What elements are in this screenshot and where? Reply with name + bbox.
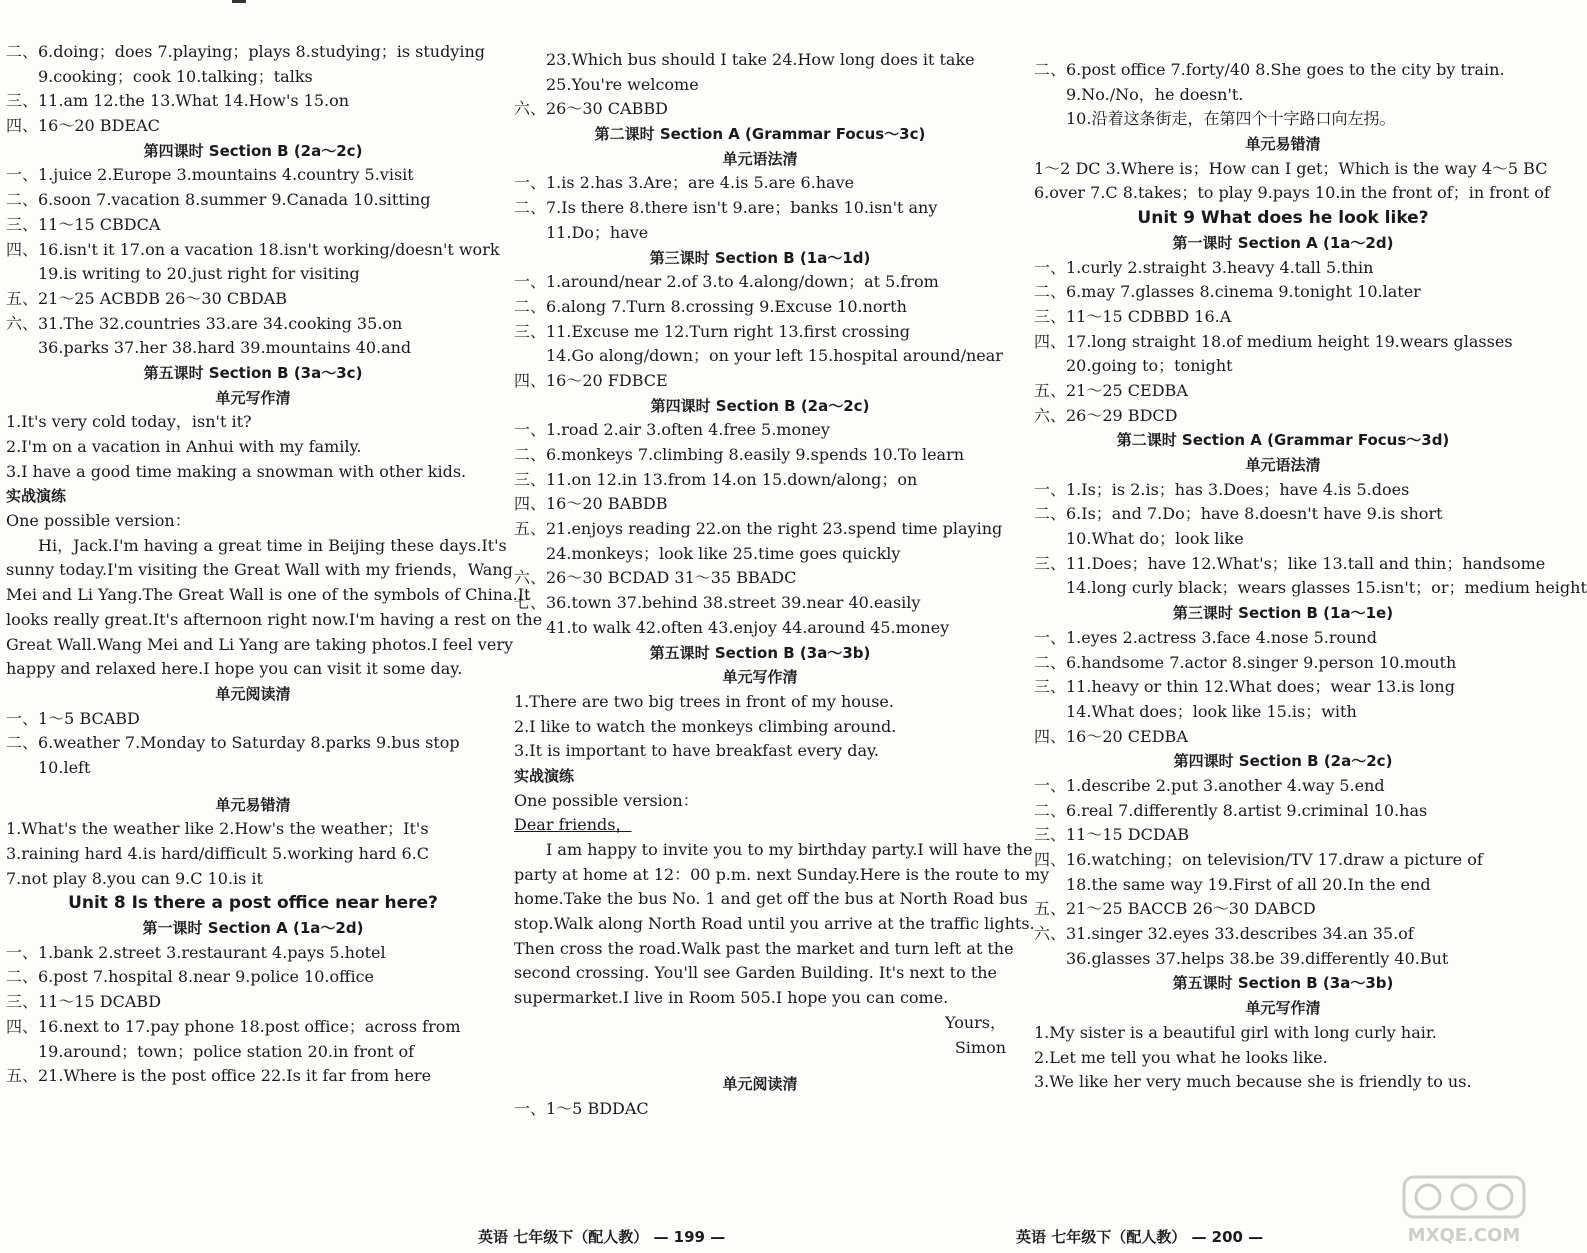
answer-line: 二、6.may 7.glasses 8.cinema 9.tonight 10.later: [1034, 282, 1421, 302]
answer-line: 14.long curly black；wears glasses 15.isn't；or；medium height: [1066, 578, 1587, 598]
answer-line: 二、6.Is；and 7.Do；have 8.doesn't have 9.is short: [1034, 504, 1443, 524]
section-heading: 第一课时 Section A (1a～2d): [142, 919, 364, 938]
answer-line: 一、1.bank 2.street 3.restaurant 4.pays 5.hotel: [6, 942, 386, 962]
answer-line: 10.What do；look like: [1066, 529, 1244, 549]
answer-line: Great Wall.Wang Mei and Li Yang are taking photos.I feel very: [6, 634, 513, 654]
answer-line: 6.over 7.C 8.takes；to play 9.pays 10.in the front of；in front of: [1034, 183, 1550, 203]
answer-line: 11.Do；have: [546, 222, 649, 242]
answer-line: Hi，Jack.I'm having a great time in Beijing these days.It's: [38, 535, 507, 555]
answer-column-middle: [514, 48, 1050, 1122]
answer-line: 六、31.The 32.countries 33.are 34.cooking 35.on: [6, 313, 403, 333]
answer-line: 3.I have a good time making a snowman with other kids.: [6, 461, 467, 481]
answer-line: 23.Which bus should I take 24.How long does it take: [546, 50, 975, 69]
answer-line: 10.沿着这条街走，在第四个十字路口向左拐。: [1066, 109, 1396, 129]
answer-line: 二、6.soon 7.vacation 8.summer 9.Canada 10.sitting: [6, 190, 431, 210]
section-heading: 第四课时 Section B (2a～2c): [143, 141, 363, 160]
answer-line: 六、26～30 CABBD: [514, 99, 668, 119]
answer-line: 三、11.am 12.the 13.What 14.How's 15.on: [6, 91, 350, 111]
answer-line: party at home at 12：00 p.m. next Sunday.Here is the route to my: [514, 864, 1050, 884]
answer-line: 四、16.next to 17.pay phone 18.post office；across from: [6, 1016, 461, 1036]
unit-title: Unit 8 Is there a post office near here?: [68, 893, 438, 914]
section-heading: 单元写作清: [215, 388, 291, 407]
answer-line: 一、1.juice 2.Europe 3.mountains 4.country 5.visit: [6, 165, 414, 185]
answer-line: 一、1.around/near 2.of 3.to 4.along/down；at 5.from: [514, 272, 939, 292]
answer-line: 二、6.real 7.differently 8.artist 9.criminal 10.has: [1034, 800, 1428, 820]
answer-line: 三、11.Excuse me 12.Turn right 13.first crossing: [514, 321, 911, 341]
answer-column-right: [1034, 58, 1587, 1095]
section-heading: 单元易错清: [1245, 135, 1321, 154]
answer-line: 36.parks 37.her 38.hard 39.mountains 40.and: [38, 338, 412, 358]
answer-line: 六、26～30 BCDAD 31～35 BBADC: [514, 568, 797, 588]
answer-line: 一、1.Is；is 2.is；has 3.Does；have 4.is 5.does: [1034, 479, 1410, 499]
answer-line: 一、1～5 BCABD: [6, 708, 140, 728]
answer-line: Dear friends，: [514, 815, 632, 835]
answer-line: 1.My sister is a beautiful girl with long curly hair.: [1034, 1022, 1437, 1042]
section-heading: 第三课时 Section B (1a～1e): [1172, 604, 1394, 623]
answer-line: 一、1.road 2.air 3.often 4.free 5.money: [514, 420, 830, 440]
answer-line: 四、16.watching；on television/TV 17.draw a picture of: [1034, 850, 1483, 869]
answer-line: 一、1.is 2.has 3.Are；are 4.is 5.are 6.have: [514, 173, 855, 193]
answer-line: 1.It's very cold today，isn't it?: [6, 412, 252, 432]
top-mark: [232, 0, 246, 3]
answer-line: 四、16～20 FDBCE: [514, 370, 668, 390]
answer-line: 1.There are two big trees in front of my house.: [514, 691, 894, 711]
answer-line: [514, 1060, 1006, 1072]
answer-line: 24.monkeys；look like 25.time goes quickly: [546, 543, 901, 563]
answer-line: 三、11.on 12.in 13.from 14.on 15.down/along；on: [514, 469, 918, 489]
answer-line: 四、17.long straight 18.of medium height 19.wears glasses: [1034, 331, 1513, 351]
answer-line: 18.the same way 19.First of all 20.In the end: [1066, 874, 1431, 894]
answer-line: 9.No./No，he doesn't.: [1066, 84, 1244, 104]
answer-line: 四、16～20 BABDB: [514, 494, 668, 514]
answer-line: Simon: [954, 1037, 1006, 1057]
answer-line: 五、21～25 CEDBA: [1034, 380, 1188, 400]
answer-line: I am happy to invite you to my birthday party.I will have the: [546, 840, 1033, 859]
page-footer-200: 英语 七年级下（配人教） — 200 —: [1016, 1228, 1264, 1246]
section-heading: 第四课时 Section B (2a～2c): [650, 396, 870, 415]
section-heading: 第一课时 Section A (1a～2d): [1172, 233, 1394, 252]
answer-line: 7.not play 8.you can 9.C 10.is it: [6, 868, 263, 888]
section-heading: 第三课时 Section B (1a～1d): [649, 248, 871, 267]
answer-line: 19.around；town；police station 20.in front of: [38, 1041, 415, 1061]
answer-line: 19.is writing to 20.just right for visiting: [38, 264, 360, 284]
answer-line: 二、7.Is there 8.there isn't 9.are；banks 10.isn't any: [514, 198, 938, 218]
answer-line: 41.to walk 42.often 43.enjoy 44.around 45.money: [546, 617, 950, 637]
answer-line: 五、21～25 ACBDB 26～30 CBDAB: [6, 288, 287, 308]
answer-line: second crossing. You'll see Garden Building. It's next to the: [514, 963, 998, 983]
answer-line: 二、6.handsome 7.actor 8.singer 9.person 10.mouth: [1034, 652, 1457, 672]
section-heading: 第四课时 Section B (2a～2c): [1173, 752, 1393, 771]
answer-line: home.Take the bus No. 1 and get off the bus at North Road bus: [514, 889, 1028, 909]
answer-line: 三、11～15 CBDCA: [6, 214, 161, 234]
answer-line: 3.raining hard 4.is hard/difficult 5.working hard 6.C: [6, 844, 430, 863]
answer-line: [6, 781, 500, 793]
section-heading: 第五课时 Section B (3a～3c): [143, 363, 363, 382]
answer-line: 10.left: [38, 757, 91, 777]
answer-line: 四、16.isn't it 17.on a vacation 18.isn't working/doesn't work: [6, 239, 500, 259]
answer-line: 20.going to；tonight: [1066, 356, 1233, 376]
watermark-logo: [1400, 1171, 1528, 1249]
section-heading: 第二课时 Section A (Grammar Focus～3d): [1116, 431, 1450, 450]
answer-line: 四、16～20 BDEAC: [6, 116, 160, 136]
section-heading: 单元易错清: [215, 795, 291, 814]
page-footer-199: 英语 七年级下（配人教） — 199 —: [478, 1228, 726, 1246]
answer-line: 五、21～25 BACCB 26～30 DABCD: [1034, 899, 1316, 919]
answer-line: 14.Go along/down；on your left 15.hospital around/near: [546, 346, 1003, 366]
answer-line: 实战演练: [6, 487, 67, 506]
answer-line: 1～2 DC 3.Where is；How can I get；Which is the way 4～5 BC: [1034, 158, 1548, 178]
answer-line: 二、6.weather 7.Monday to Saturday 8.parks 9.bus stop: [6, 733, 460, 753]
answer-line: 三、11～15 DCABD: [6, 992, 162, 1012]
section-heading: 单元写作清: [1245, 999, 1321, 1018]
answer-line: happy and relaxed here.I hope you can visit it some day.: [6, 659, 463, 679]
answer-line: 五、21.enjoys reading 22.on the right 23.spend time playing: [514, 519, 1003, 539]
answer-line: 一、1.describe 2.put 3.another 4.way 5.end: [1034, 775, 1385, 795]
answer-line: 2.Let me tell you what he looks like.: [1034, 1047, 1328, 1067]
answer-line: 一、1.curly 2.straight 3.heavy 4.tall 5.thin: [1034, 257, 1374, 277]
section-heading: 单元语法清: [1245, 456, 1321, 474]
answer-line: 二、6.post office 7.forty/40 8.She goes to the city by train.: [1034, 60, 1505, 79]
answer-line: 14.What does；look like 15.is；with: [1066, 701, 1357, 721]
answer-line: 二、6.doing；does 7.playing；plays 8.studying；is studying: [6, 42, 486, 61]
answer-line: 三、11.heavy or thin 12.What does；wear 13.is long: [1034, 677, 1455, 697]
answer-line: sunny today.I'm visiting the Great Wall with my friends，Wang: [6, 560, 513, 580]
answer-line: Mei and Li Yang.The Great Wall is one of the symbols of China.It: [6, 585, 531, 605]
section-heading: 单元语法清: [722, 149, 798, 168]
unit-title: Unit 9 What does he look like?: [1137, 208, 1429, 229]
answer-line: 三、11～15 CDBBD 16.A: [1034, 306, 1232, 326]
answer-line: 3.It is important to have breakfast every day.: [514, 741, 880, 761]
section-heading: 单元写作清: [722, 668, 798, 687]
answer-line: One possible version：: [6, 511, 191, 531]
answer-line: 六、26～29 BDCD: [1034, 405, 1178, 425]
answer-line: 一、1～5 BDDAC: [514, 1098, 649, 1118]
answer-line: Then cross the road.Walk past the market and turn left at the: [514, 938, 1014, 958]
answer-line: 二、6.post 7.hospital 8.near 9.police 10.office: [6, 967, 375, 987]
answer-line: 3.We like her very much because she is friendly to us.: [1034, 1072, 1472, 1092]
answer-line: looks really great.It's afternoon right now.I'm having a rest on the: [6, 609, 543, 629]
answer-line: 三、11～15 DCDAB: [1034, 825, 1190, 845]
section-heading: 单元阅读清: [215, 684, 291, 703]
answer-line: One possible version：: [514, 790, 699, 810]
answer-line: stop.Walk along North Road until you arrive at the traffic lights.: [514, 914, 1035, 934]
answer-line: 五、21.Where is the post office 22.Is it far from here: [6, 1066, 432, 1086]
answer-line: 2.I'm on a vacation in Anhui with my family.: [6, 437, 362, 456]
answer-line: 四、16～20 CEDBA: [1034, 726, 1188, 746]
answer-line: 七、36.town 37.behind 38.street 39.near 40.easily: [514, 593, 921, 613]
answer-line: 9.cooking；cook 10.talking；talks: [38, 66, 313, 86]
answer-line: 36.glasses 37.helps 38.be 39.differently 40.But: [1066, 948, 1449, 968]
section-heading: 第五课时 Section B (3a～3b): [649, 643, 871, 662]
answer-line: 25.You're welcome: [546, 74, 699, 94]
watermark-text: MXQE.COM: [1407, 1225, 1521, 1246]
answer-line: 六、31.singer 32.eyes 33.describes 34.an 35.of: [1034, 924, 1414, 944]
answer-line: 二、6.along 7.Turn 8.crossing 9.Excuse 10.north: [514, 296, 907, 316]
answer-line: 三、11.Does；have 12.What's；like 13.tall and thin；handsome: [1034, 553, 1546, 573]
answer-column-left: [6, 40, 543, 1089]
answer-line: 1.What's the weather like 2.How's the weather；It's: [6, 819, 429, 839]
answer-line: 二、6.monkeys 7.climbing 8.easily 9.spends 10.To learn: [514, 445, 965, 464]
answer-line: supermarket.I live in Room 505.I hope you can come.: [514, 988, 949, 1008]
section-heading: 单元阅读清: [722, 1075, 798, 1094]
section-heading: 第五课时 Section B (3a～3b): [1172, 974, 1394, 993]
answer-line: 2.I like to watch the monkeys climbing around.: [514, 716, 897, 736]
answer-line: Yours，: [945, 1012, 1006, 1032]
section-heading: 第二课时 Section A (Grammar Focus～3c): [594, 125, 926, 144]
answer-line: 一、1.eyes 2.actress 3.face 4.nose 5.round: [1034, 627, 1377, 647]
answer-line: 实战演练: [514, 766, 575, 785]
